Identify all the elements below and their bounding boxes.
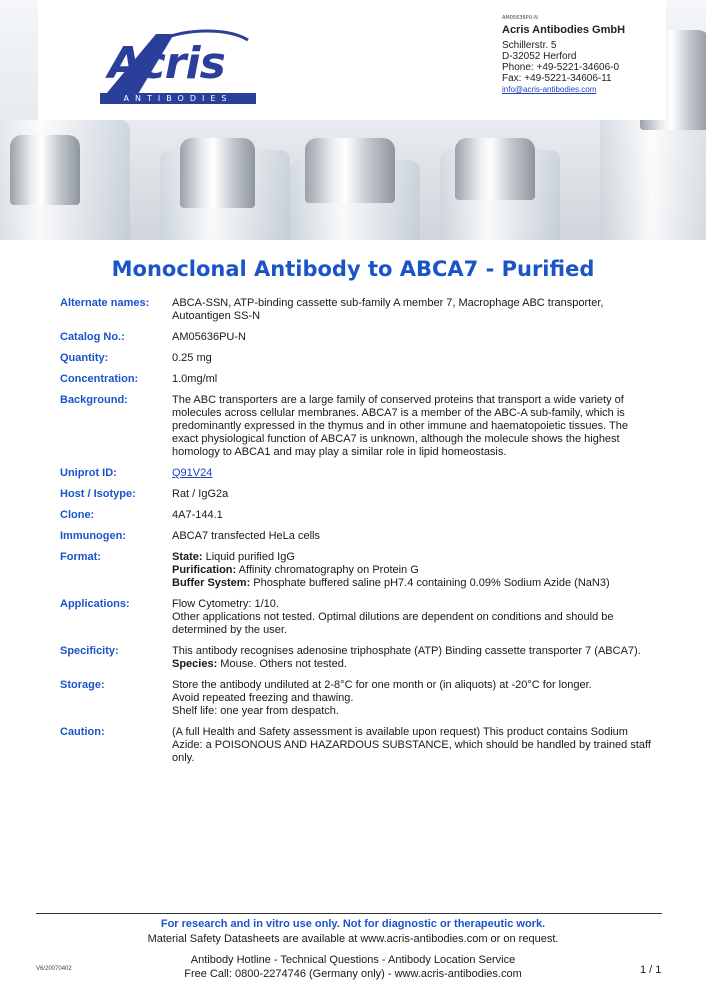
field-quantity bbox=[60, 352, 660, 365]
freecall-line: Free Call: 0800-2274746 (Germany only) - www.acris-antibodies.com bbox=[184, 968, 522, 980]
value-line: Azide: a POISONOUS AND HAZARDOUS SUBSTANCE, which should be handled by trained staff bbox=[172, 739, 651, 751]
field-value: 0.25 mg bbox=[172, 352, 212, 364]
field-caution bbox=[60, 726, 660, 765]
field-label: Format: bbox=[60, 551, 101, 563]
field-label: Specificity: bbox=[60, 645, 119, 657]
logo-subtitle: ANTIBODIES bbox=[100, 93, 256, 104]
field-specificity bbox=[60, 645, 660, 671]
value-line bbox=[172, 551, 660, 564]
value-line: Avoid repeated freezing and thawing. bbox=[172, 692, 354, 704]
email-link[interactable]: info@acris-antibodies.com bbox=[502, 85, 597, 94]
value-line: Shelf life: one year from despatch. bbox=[172, 705, 339, 717]
value-line bbox=[172, 658, 660, 671]
vial-cap bbox=[10, 135, 80, 205]
value-line: The ABC transporters are a large family of conserved proteins that transport a wide variety of bbox=[172, 394, 624, 406]
field-label: Uniprot ID: bbox=[60, 467, 117, 479]
value-line: This antibody recognises adenosine triphosphate (ATP) Binding cassette transporter 7 (ABCA7). bbox=[172, 645, 641, 657]
field-label: Clone: bbox=[60, 509, 95, 521]
value-text: Phosphate buffered saline pH7.4 containing 0.09% Sodium Azide (NaN3) bbox=[250, 577, 610, 589]
field-catalog-no bbox=[60, 331, 660, 344]
value-line: predominantly expressed in the thymus and in other immune and haematopoietic tissues. The bbox=[172, 420, 628, 432]
page-title: Monoclonal Antibody to ABCA7 - Purified bbox=[111, 257, 595, 281]
product-details bbox=[60, 297, 660, 773]
field-label: Catalog No.: bbox=[60, 331, 125, 343]
field-storage bbox=[60, 679, 660, 718]
address-line: Schillerstr. 5 bbox=[502, 40, 557, 51]
field-applications bbox=[60, 598, 660, 637]
field-label: Immunogen: bbox=[60, 530, 126, 542]
page-number: 1 / 1 bbox=[640, 964, 662, 976]
field-value bbox=[172, 645, 660, 671]
phone-line: Phone: +49-5221-34606-0 bbox=[502, 62, 620, 73]
doc-code: AM05636PU-N bbox=[502, 15, 538, 21]
field-uniprot-id bbox=[60, 467, 660, 480]
field-label: Caution: bbox=[60, 726, 105, 738]
value-line bbox=[172, 564, 660, 577]
value-key: State: bbox=[172, 551, 203, 563]
field-value: 4A7-144.1 bbox=[172, 509, 223, 521]
value-line: Flow Cytometry: 1/10. bbox=[172, 598, 279, 610]
value-line: Autoantigen SS-N bbox=[172, 310, 261, 322]
value-key: Species: bbox=[172, 658, 218, 670]
value-text: Liquid purified IgG bbox=[202, 551, 295, 563]
version-code: V6/20070402 bbox=[36, 966, 72, 972]
value-line: exact physiological function of ABCA7 is unknown, although the molecule shows the highest bbox=[172, 433, 620, 445]
field-concentration bbox=[60, 373, 660, 386]
field-label: Applications: bbox=[60, 598, 130, 610]
value-line bbox=[172, 577, 660, 590]
value-line: molecules across cellular membranes. ABCA7 is a member of the ABC-A sub-family, which is bbox=[172, 407, 625, 419]
value-line: Store the antibody undiluted at 2-8°C for one month or (in aliquots) at -20°C for longer. bbox=[172, 679, 592, 691]
field-value: 1.0mg/ml bbox=[172, 373, 218, 385]
field-alternate-names bbox=[60, 297, 660, 323]
field-label: Storage: bbox=[60, 679, 105, 691]
value-line: Other applications not tested. Optimal dilutions are dependent on conditions and should be bbox=[172, 611, 614, 623]
field-value: AM05636PU-N bbox=[172, 331, 246, 343]
field-value: Rat / IgG2a bbox=[172, 488, 229, 500]
field-value: ABCA7 transfected HeLa cells bbox=[172, 530, 320, 542]
vial-cap bbox=[180, 138, 255, 208]
uniprot-link[interactable]: Q91V24 bbox=[172, 467, 213, 479]
value-text: Affinity chromatography on Protein G bbox=[236, 564, 419, 576]
fax-line: Fax: +49-5221-34606-11 bbox=[502, 73, 612, 84]
company-name: Acris Antibodies GmbH bbox=[502, 24, 626, 36]
research-notice: For research and in vitro use only. Not for diagnostic or therapeutic work. bbox=[160, 918, 546, 930]
hotline-line: Antibody Hotline - Technical Questions - Antibody Location Service bbox=[190, 954, 516, 966]
field-value bbox=[172, 467, 660, 480]
hotline-info bbox=[0, 953, 706, 981]
value-key: Purification: bbox=[172, 564, 237, 576]
value-line: (A full Health and Safety assessment is available upon request) This product contains Sodium bbox=[172, 726, 628, 738]
field-label: Host / Isotype: bbox=[60, 488, 136, 500]
field-value bbox=[172, 394, 660, 459]
value-line: homology to ABCA1 and may play a similar role in lipid homeostasis. bbox=[172, 446, 507, 458]
company-info bbox=[502, 14, 625, 95]
field-format bbox=[60, 551, 660, 590]
field-background bbox=[60, 394, 660, 459]
field-value bbox=[172, 726, 660, 765]
field-label: Concentration: bbox=[60, 373, 139, 385]
field-value bbox=[172, 551, 660, 590]
value-line: only. bbox=[172, 752, 195, 764]
value-key: Buffer System: bbox=[172, 577, 251, 589]
logo-text: Acris bbox=[108, 38, 225, 89]
vial-cap bbox=[305, 138, 395, 203]
msds-notice: Material Safety Datasheets are available at www.acris-antibodies.com or on request. bbox=[147, 933, 559, 945]
field-value bbox=[172, 598, 660, 637]
field-clone bbox=[60, 509, 660, 522]
header-banner bbox=[0, 0, 706, 240]
value-text: Mouse. Others not tested. bbox=[217, 658, 347, 670]
value-line: ABCA-SSN, ATP-binding cassette sub-family A member 7, Macrophage ABC transporter, bbox=[172, 297, 604, 309]
vial-cap bbox=[455, 138, 535, 200]
field-value bbox=[172, 297, 660, 323]
field-label: Alternate names: bbox=[60, 297, 150, 309]
field-label: Quantity: bbox=[60, 352, 109, 364]
field-label: Background: bbox=[60, 394, 128, 406]
address-line: D-32052 Herford bbox=[502, 51, 577, 62]
field-host-isotype bbox=[60, 488, 660, 501]
value-line: determined by the user. bbox=[172, 624, 287, 636]
field-immunogen bbox=[60, 530, 660, 543]
footer-divider bbox=[36, 913, 662, 914]
field-value bbox=[172, 679, 660, 718]
